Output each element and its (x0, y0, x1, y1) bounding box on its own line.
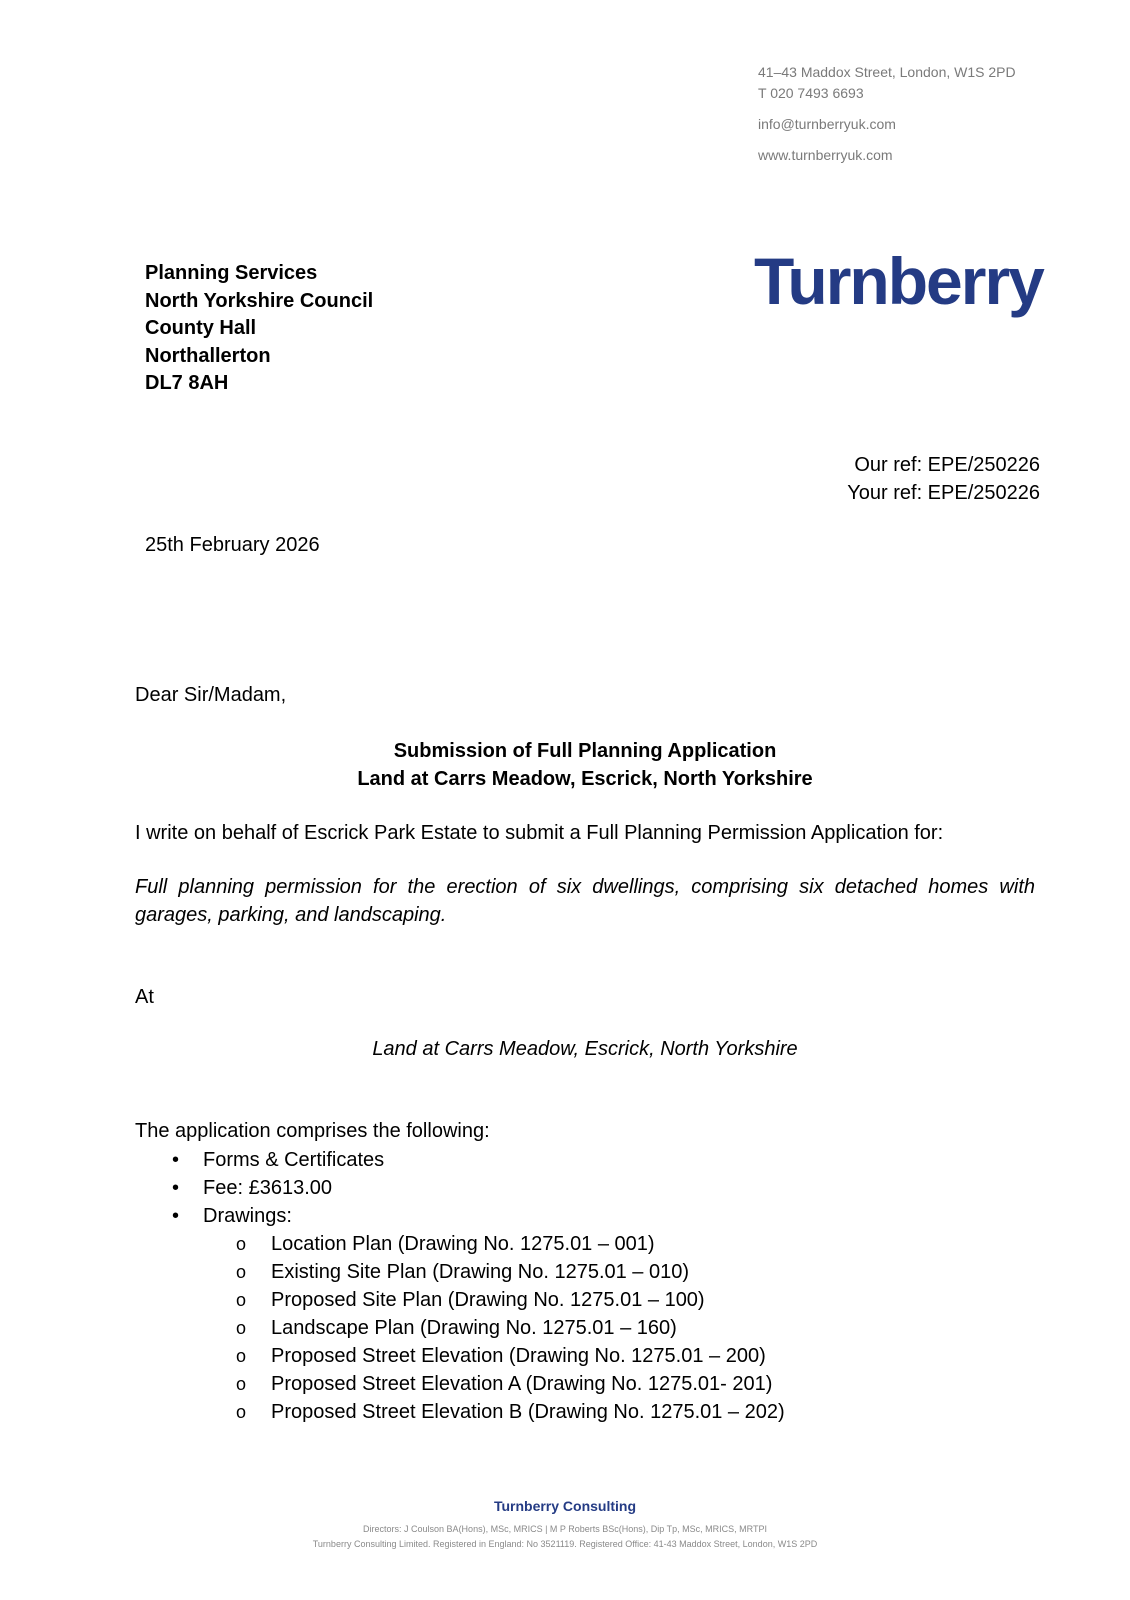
footer-company: Turnberry Consulting (493, 1498, 637, 1514)
bullet-icon: • (172, 1149, 180, 1171)
drawing-text: Proposed Street Elevation (Drawing No. 1275.01 – 200) (271, 1345, 766, 1367)
circle-bullet-icon: o (236, 1262, 247, 1282)
subject-line: Land at Carrs Meadow, Escrick, North Yorkshire (357, 767, 813, 790)
circle-bullet-icon: o (236, 1402, 247, 1422)
circle-bullet-icon: o (236, 1234, 247, 1254)
circle-bullet-icon: o (236, 1290, 247, 1310)
list-item (168, 1146, 384, 1174)
circle-bullet-icon: o (236, 1318, 247, 1338)
drawing-item (168, 1230, 785, 1258)
reference-block (847, 452, 1040, 507)
drawing-text: Proposed Street Elevation B (Drawing No. 1275.01 – 202) (271, 1401, 785, 1423)
subject-line: Submission of Full Planning Application (393, 740, 777, 762)
turnberry-logo: Turnberry (754, 244, 1043, 318)
list-item-text: Drawings: (203, 1205, 292, 1227)
list-item (168, 1202, 384, 1230)
drawing-item (168, 1370, 785, 1398)
intro-paragraph: I write on behalf of Escrick Park Estate to submit a Full Planning Permission Application for: (135, 822, 944, 844)
drawing-text: Location Plan (Drawing No. 1275.01 – 001) (271, 1233, 655, 1255)
phone: T 020 7493 6693 (758, 85, 864, 101)
letter-date: 25th February 2026 (145, 534, 320, 556)
contact-block (758, 62, 1098, 166)
email-link[interactable]: info@turnberryuk.com (758, 116, 896, 132)
website-link[interactable]: www.turnberryuk.com (758, 147, 893, 163)
bullet-icon: • (172, 1177, 180, 1199)
drawing-item (168, 1398, 785, 1426)
footer-directors: Directors: J Coulson BA(Hons), MSc, MRICS | M P Roberts BSc(Hons), Dip Tp, MSc, MRICS, MRTPI (363, 1524, 767, 1534)
your-ref: Your ref: EPE/250226 (847, 481, 1040, 504)
drawing-item (168, 1314, 785, 1342)
proposal-description: Full planning permission for the erection of six dwellings, comprising six detached homes with garages, parking, and landscaping. (135, 876, 1035, 926)
recipient-line: DL7 8AH (145, 372, 229, 394)
drawing-text: Proposed Site Plan (Drawing No. 1275.01 – 100) (271, 1289, 705, 1311)
drawing-item (168, 1258, 785, 1286)
list-item-text: Forms & Certificates (203, 1149, 385, 1171)
list-item-text: Fee: £3613.00 (203, 1177, 332, 1199)
address: 41–43 Maddox Street, London, W1S 2PD (758, 64, 1016, 80)
drawing-item (168, 1342, 785, 1370)
list-item (168, 1174, 384, 1202)
at-label: At (135, 986, 154, 1008)
circle-bullet-icon: o (236, 1346, 247, 1366)
drawing-text: Landscape Plan (Drawing No. 1275.01 – 160) (271, 1317, 677, 1339)
footer-registration: Turnberry Consulting Limited. Registered in England: No 3521119. Registered Office: 41-43 Maddox Street, London, W1S 2PD (312, 1539, 818, 1549)
subject-heading (135, 738, 1035, 793)
recipient-line: County Hall (145, 317, 257, 339)
site-address: Land at Carrs Meadow, Escrick, North Yorkshire (372, 1038, 798, 1060)
salutation: Dear Sir/Madam, (135, 684, 287, 706)
application-contents-list (168, 1146, 384, 1230)
drawings-list (168, 1230, 785, 1426)
recipient-line: North Yorkshire Council (145, 289, 374, 312)
our-ref: Our ref: EPE/250226 (854, 454, 1040, 476)
recipient-line: Northallerton (145, 344, 271, 367)
drawing-text: Existing Site Plan (Drawing No. 1275.01 – 010) (271, 1261, 690, 1283)
drawing-text: Proposed Street Elevation A (Drawing No. 1275.01- 201) (271, 1373, 773, 1395)
drawing-item (168, 1286, 785, 1314)
bullet-icon: • (172, 1205, 180, 1227)
comprises-label: The application comprises the following: (135, 1120, 490, 1142)
circle-bullet-icon: o (236, 1374, 247, 1394)
recipient-address (145, 260, 373, 398)
recipient-line: Planning Services (145, 262, 318, 284)
